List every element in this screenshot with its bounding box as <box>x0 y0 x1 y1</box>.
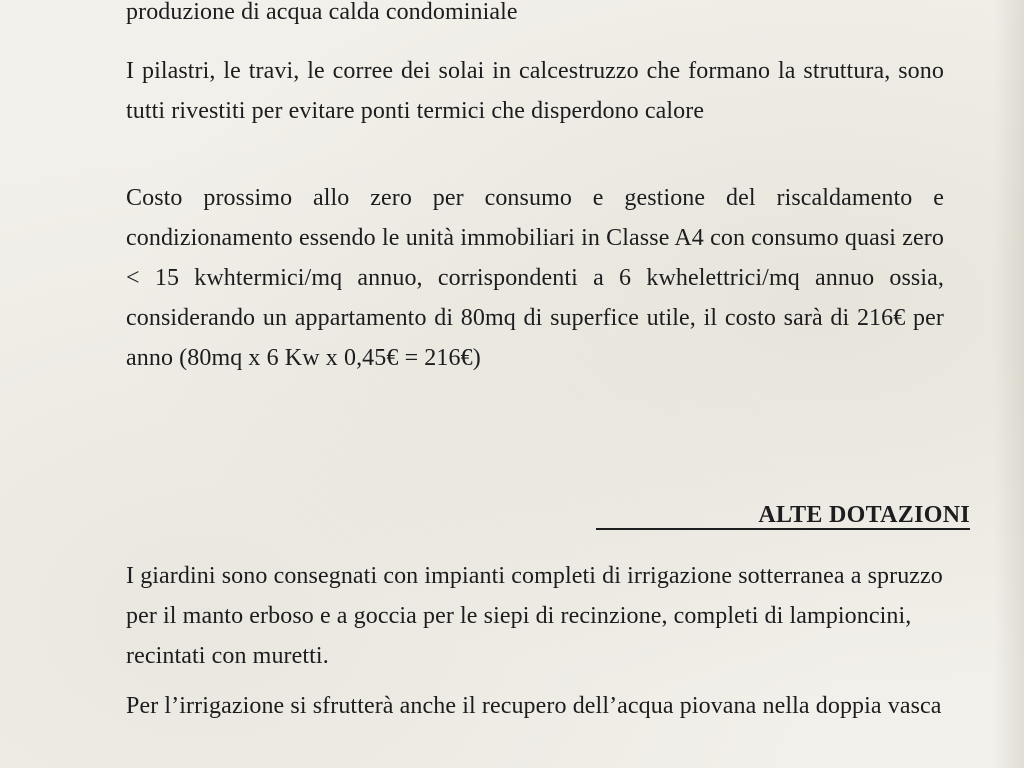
page-edge-shadow <box>994 0 1024 768</box>
top-line-text: produzione di acqua calda condominiale <box>126 0 518 25</box>
paragraph-irrigation: Per l’irrigazione si sfrutterà anche il recupero dell’acqua piovana nella doppia vasca <box>126 693 942 719</box>
section-heading-text: ALTE DOTAZIONI <box>758 502 970 528</box>
paragraph-cost: Costo prossimo allo zero per consumo e gestione del riscaldamento e condizionamento essendo le unità immobiliari in Classe A4 con consumo quasi zero < 15 kwhtermici/mq annuo, corrispondenti a 6 kwhelettrici/mq annuo ossia, considerando un appartamento di 80mq di superfice utile, il costo sarà di 216€ per anno (80mq x 6 Kw x 0,45€ = 216€) <box>126 185 944 371</box>
section-heading <box>596 498 970 534</box>
paragraph-structure: I pilastri, le travi, le correе dei solai in calcestruzzo che formano la struttura, sono tutti rivestiti per evitare ponti termici che disperdono calore <box>126 58 944 124</box>
paragraph-gardens: I giardini sono consegnati con impianti completi di irrigazione sotterranea a spruzzo per il manto erboso e a goccia per le siepi di recinzione, completi di lampioncini, recintati con muretti. <box>126 563 943 669</box>
